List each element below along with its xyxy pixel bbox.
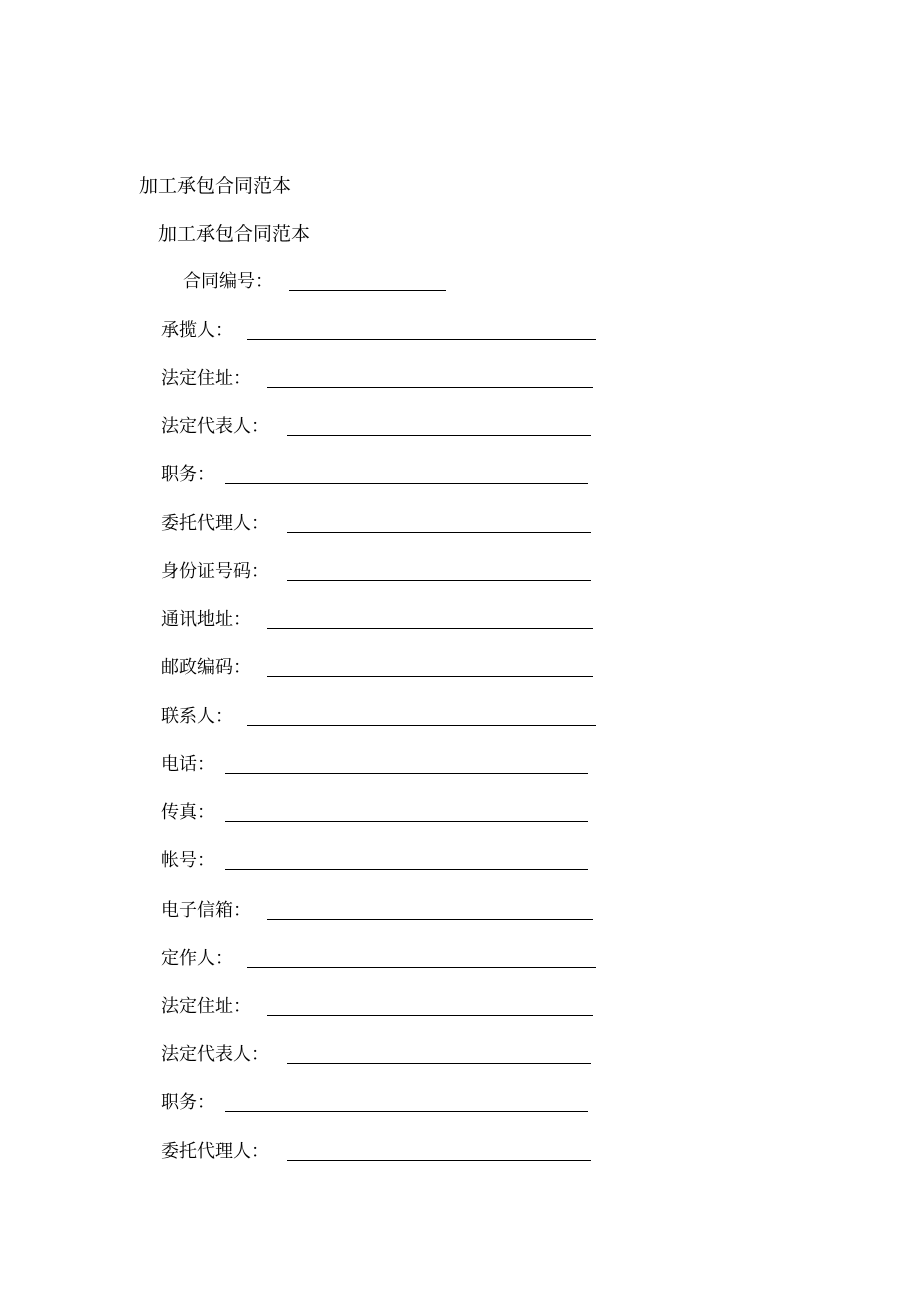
contractor-fax-blank[interactable] xyxy=(225,821,588,822)
client-legal-address-label: 法定住址： xyxy=(161,996,251,1017)
contract-number-blank[interactable] xyxy=(289,290,446,291)
contractor-position-field[interactable] xyxy=(161,463,590,487)
contractor-account-field[interactable] xyxy=(161,849,590,873)
client-legal-representative-label: 法定代表人： xyxy=(161,1044,269,1065)
client-agent-field[interactable] xyxy=(161,1140,593,1164)
contractor-postal-code-field[interactable] xyxy=(161,656,595,680)
contractor-legal-address-blank[interactable] xyxy=(267,387,593,388)
contractor-fax-label: 传真： xyxy=(161,802,215,823)
contractor-label: 承揽人： xyxy=(161,320,233,341)
contract-number-field[interactable] xyxy=(183,270,448,294)
contractor-phone-blank[interactable] xyxy=(225,773,588,774)
client-blank[interactable] xyxy=(247,967,596,968)
contractor-position-blank[interactable] xyxy=(225,483,588,484)
contractor-id-number-field[interactable] xyxy=(161,560,593,584)
contractor-email-label: 电子信箱： xyxy=(161,900,251,921)
contractor-legal-representative-blank[interactable] xyxy=(287,435,591,436)
contractor-agent-label: 委托代理人： xyxy=(161,513,269,534)
contractor-blank[interactable] xyxy=(247,339,596,340)
client-legal-address-field[interactable] xyxy=(161,995,595,1019)
contractor-position-label: 职务： xyxy=(161,464,215,485)
contractor-legal-representative-field[interactable] xyxy=(161,415,593,439)
contractor-contact-person-field[interactable] xyxy=(161,705,597,729)
contractor-id-number-blank[interactable] xyxy=(287,580,591,581)
client-label: 定作人： xyxy=(161,948,233,969)
contractor-fax-field[interactable] xyxy=(161,801,590,825)
contractor-postal-code-label: 邮政编码： xyxy=(161,657,251,678)
contractor-account-blank[interactable] xyxy=(225,869,588,870)
contractor-mailing-address-blank[interactable] xyxy=(267,628,593,629)
contractor-email-field[interactable] xyxy=(161,899,595,923)
document-subtitle: 加工承包合同范本 xyxy=(158,223,311,245)
client-position-field[interactable] xyxy=(161,1091,590,1115)
contractor-agent-field[interactable] xyxy=(161,512,593,536)
contractor-contact-person-label: 联系人： xyxy=(161,706,233,727)
contractor-mailing-address-field[interactable] xyxy=(161,608,595,632)
client-agent-blank[interactable] xyxy=(287,1160,591,1161)
contractor-contact-person-blank[interactable] xyxy=(247,725,596,726)
contractor-legal-representative-label: 法定代表人： xyxy=(161,416,269,437)
contractor-legal-address-label: 法定住址： xyxy=(161,368,251,389)
contractor-id-number-label: 身份证号码： xyxy=(161,561,269,582)
contractor-field[interactable] xyxy=(161,319,597,343)
document-title: 加工承包合同范本 xyxy=(139,175,292,197)
contractor-mailing-address-label: 通讯地址： xyxy=(161,609,251,630)
client-legal-representative-blank[interactable] xyxy=(287,1063,591,1064)
contractor-email-blank[interactable] xyxy=(267,919,593,920)
client-field[interactable] xyxy=(161,947,597,971)
client-position-label: 职务： xyxy=(161,1092,215,1113)
client-agent-label: 委托代理人： xyxy=(161,1141,269,1162)
contractor-phone-label: 电话： xyxy=(161,754,215,775)
client-position-blank[interactable] xyxy=(225,1111,588,1112)
client-legal-address-blank[interactable] xyxy=(267,1015,593,1016)
contractor-postal-code-blank[interactable] xyxy=(267,676,593,677)
contractor-phone-field[interactable] xyxy=(161,753,590,777)
contractor-legal-address-field[interactable] xyxy=(161,367,595,391)
contractor-agent-blank[interactable] xyxy=(287,532,591,533)
contractor-account-label: 帐号： xyxy=(161,850,215,871)
contract-number-label: 合同编号： xyxy=(183,271,273,292)
client-legal-representative-field[interactable] xyxy=(161,1043,593,1067)
